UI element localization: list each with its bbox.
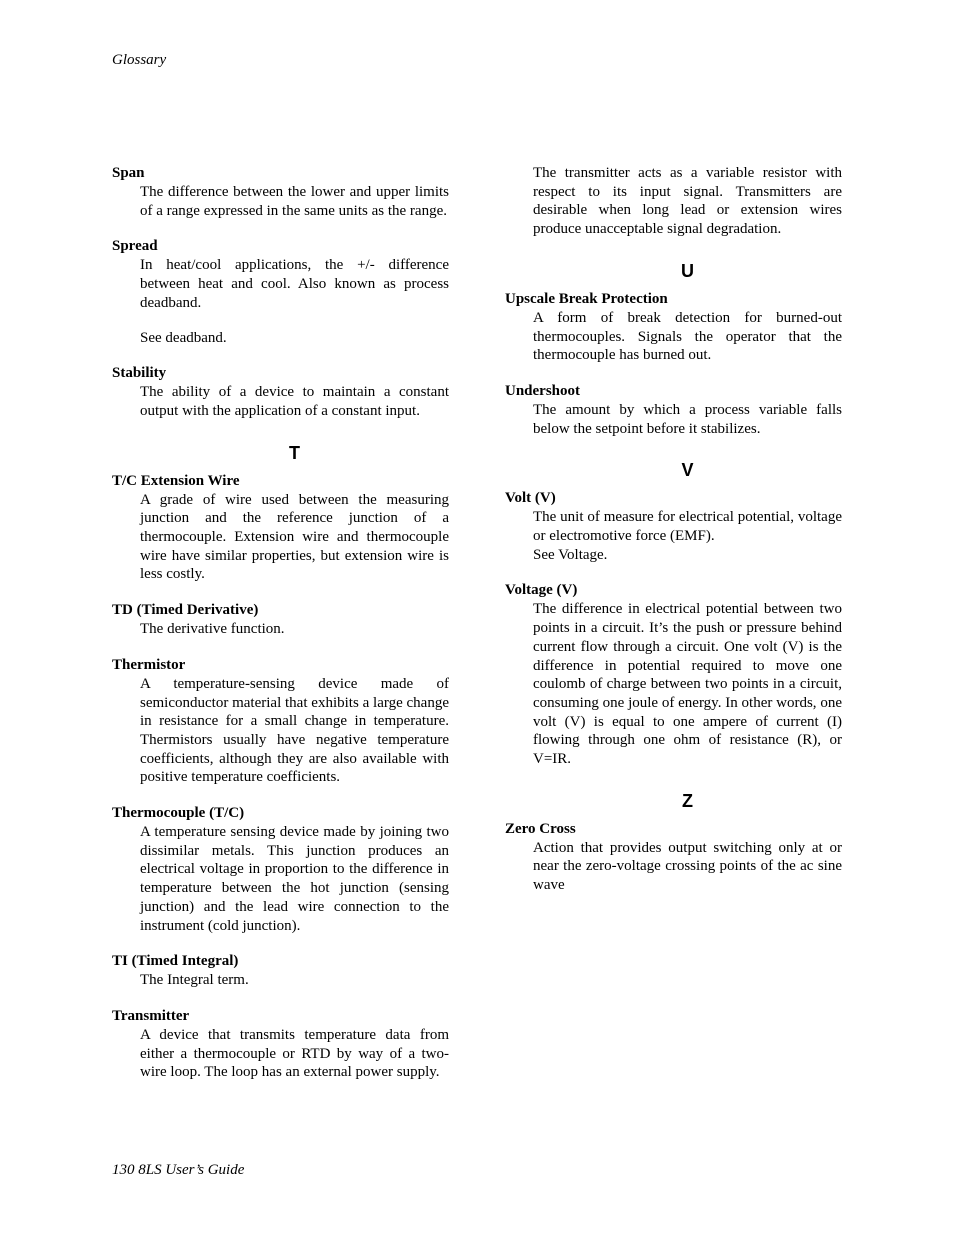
term-thermistor: Thermistor [112, 656, 186, 673]
glossary-entry-td [112, 601, 449, 639]
running-footer: 130 8LS User’s Guide [112, 1162, 245, 1178]
definition-td: The derivative function. [140, 621, 285, 638]
term-td: TD (Timed Derivative) [112, 602, 259, 619]
glossary-entry-volt [505, 489, 842, 564]
definition-tc-extension-wire: A grade of wire used between the measuring junction and the reference junction of a thermocouple. Extension wire and thermocouple wire have similar properties, but extension wire is less costly. [140, 491, 449, 583]
definition-ti: The Integral term. [140, 972, 249, 989]
term-voltage: Voltage (V) [505, 582, 578, 599]
term-stability: Stability [112, 365, 167, 382]
glossary-entry-thermistor [112, 656, 449, 787]
glossary-entry-spread [112, 237, 449, 347]
left-column [112, 164, 449, 1099]
term-volt: Volt (V) [505, 490, 556, 507]
running-header: Glossary [112, 52, 167, 68]
section-letter-v: V [681, 460, 694, 481]
definition-voltage: The difference in electrical potential between two points in a circuit. It’s the push or pressure behind current flow through a circuit. One volt (V) is the difference in potential required to move one coulomb of charge between two points in a circuit, consuming one joule of energy. In other words, one volt (V) is equal to one ampere of current (I) flowing through one ohm of resistance (R), or V=IR. [533, 601, 842, 768]
section-letter-t: T [289, 442, 300, 463]
glossary-entry-transmitter-continued [505, 164, 842, 239]
definition-stability: The ability of a device to maintain a constant output with the application of a constant input. [140, 384, 449, 419]
section-letter-u: U [681, 260, 694, 281]
section-letter-z: Z [682, 790, 693, 811]
glossary-entry-ti [112, 952, 449, 990]
definition-spread: In heat/cool applications, the +/- difference between heat and cool. Also known as process deadband. See deadband. [140, 257, 449, 346]
glossary-entry-voltage [505, 581, 842, 768]
term-spread: Spread [112, 238, 158, 255]
right-column [505, 164, 842, 912]
see-also-voltage: See Voltage. [533, 546, 608, 563]
glossary-entry-thermocouple [112, 804, 449, 935]
term-upscale-break-protection: Upscale Break Protection [505, 290, 668, 307]
term-zero-cross: Zero Cross [505, 820, 576, 837]
term-thermocouple: Thermocouple (T/C) [112, 805, 245, 822]
glossary-entry-undershoot [505, 382, 842, 438]
definition-thermocouple: A temperature sensing device made by joining two dissimilar metals. This junction produces an electrical voltage in proportion to the difference in temperature between the hot junction (sensing junction) and the lead wire connection to the instrument (cold junction). [140, 824, 449, 934]
term-span: Span [112, 165, 145, 181]
term-transmitter: Transmitter [112, 1007, 190, 1024]
definition-volt: The unit of measure for electrical potential, voltage or electromotive force (EMF). See Voltage. [533, 509, 842, 563]
definition-upscale-break-protection: A form of break detection for burned-out thermocouples. Signals the operator that the thermocouple has burned out. [533, 309, 842, 364]
see-also-deadband: See deadband. [140, 329, 227, 346]
glossary-entry-stability [112, 364, 449, 420]
definition-span: The difference between the lower and upper limits of a range expressed in the same units as the range. [140, 184, 449, 219]
glossary-entry-transmitter [112, 1007, 449, 1082]
term-undershoot: Undershoot [505, 382, 581, 399]
definition-zero-cross: Action that provides output switching only at or near the zero-voltage crossing points of the ac sine wave [533, 839, 842, 894]
definition-transmitter-continued: The transmitter acts as a variable resistor with respect to its input signal. Transmitters are desirable when long lead or extension wires produce unacceptable signal degradation. [533, 165, 842, 238]
definition-thermistor: A temperature-sensing device made of semiconductor material that exhibits a large change in resistance for a small change in temperature. Thermistors usually have negative temperature coefficients, although they are also available with positive temperature coefficients. [140, 675, 449, 786]
term-ti: TI (Timed Integral) [112, 953, 239, 970]
glossary-entry-zero-cross [505, 820, 842, 895]
term-tc-extension-wire: T/C Extension Wire [112, 472, 240, 489]
glossary-entry-upscale-break-protection [505, 290, 842, 365]
glossary-entry-span [112, 164, 449, 220]
definition-transmitter: A device that transmits temperature data from either a thermocouple or RTD by way of a two-wire loop. The loop has an external power supply. [140, 1026, 449, 1081]
glossary-entry-tc-extension-wire [112, 472, 449, 585]
definition-undershoot: The amount by which a process variable falls below the setpoint before it stabilizes. [533, 401, 842, 437]
